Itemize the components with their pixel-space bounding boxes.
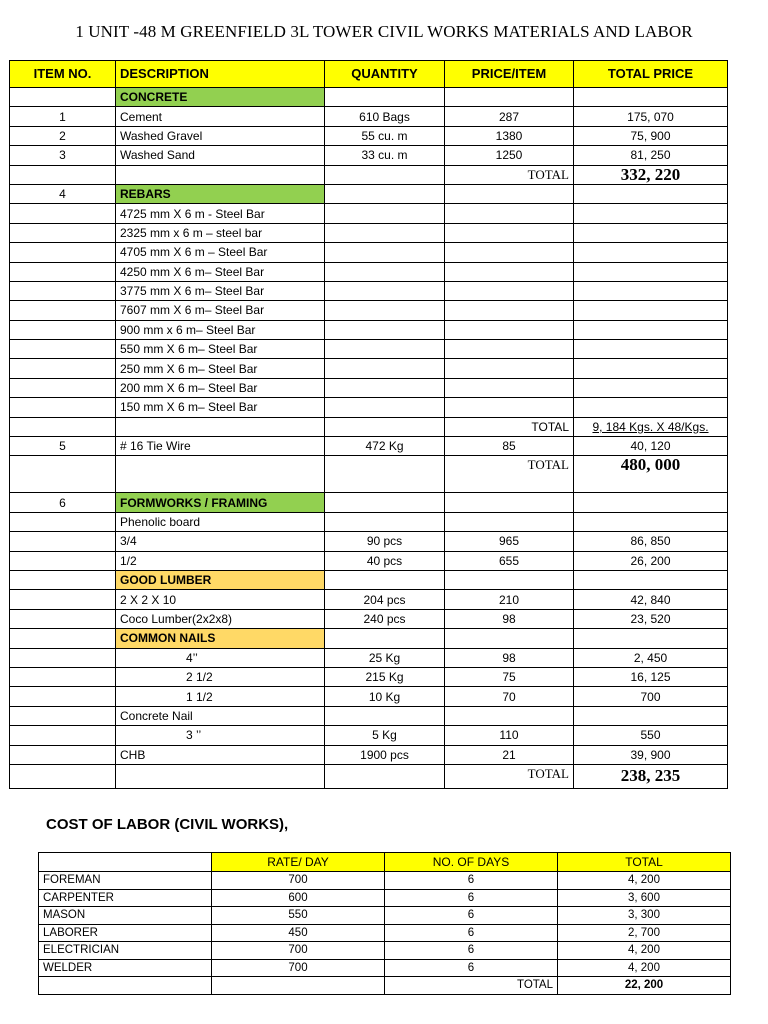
section-row — [10, 184, 728, 203]
subtotal-value: 332, 220 — [574, 165, 728, 184]
item-description: Washed Gravel — [116, 126, 325, 145]
header-no-of-days: NO. OF DAYS — [385, 853, 558, 872]
subtotal-row — [39, 977, 731, 995]
item-price: 98 — [445, 648, 574, 667]
labor-total: 3, 600 — [558, 889, 731, 907]
item-quantity: 10 Kg — [325, 687, 445, 706]
rebar-item: 4250 mm X 6 m– Steel Bar — [116, 262, 325, 281]
labor-days: 6 — [385, 907, 558, 925]
labor-role: CARPENTER — [39, 889, 212, 907]
table-row — [39, 889, 731, 907]
table-row — [10, 301, 728, 320]
subtotal-row — [10, 456, 728, 493]
item-total: 42, 840 — [574, 590, 728, 609]
table-row — [10, 126, 728, 145]
item-description: 1 1/2 — [116, 687, 325, 706]
labor-total: 4, 200 — [558, 942, 731, 960]
rebar-item: 2325 mm x 6 m – steel bar — [116, 223, 325, 242]
subtotal-value: 480, 000 — [574, 456, 728, 493]
item-price: 655 — [445, 551, 574, 570]
table-row — [39, 942, 731, 960]
item-total: 75, 900 — [574, 126, 728, 145]
labor-role: LABORER — [39, 924, 212, 942]
table-row — [10, 262, 728, 281]
header-row — [39, 853, 731, 872]
labor-rate: 450 — [212, 924, 385, 942]
table-row — [10, 437, 728, 456]
item-total: 86, 850 — [574, 532, 728, 551]
labor-days: 6 — [385, 942, 558, 960]
labor-role: MASON — [39, 907, 212, 925]
labor-role: ELECTRICIAN — [39, 942, 212, 960]
item-quantity: 55 cu. m — [325, 126, 445, 145]
header-price-item: PRICE/ITEM — [445, 61, 574, 88]
item-description: Coco Lumber(2x2x8) — [116, 609, 325, 628]
table-row — [10, 359, 728, 378]
table-row — [10, 687, 728, 706]
item-quantity: 5 Kg — [325, 726, 445, 745]
labor-total-value: 22, 200 — [558, 977, 731, 995]
rebar-item: 3775 mm X 6 m– Steel Bar — [116, 281, 325, 300]
labor-rate: 600 — [212, 889, 385, 907]
labor-total: 4, 200 — [558, 872, 731, 890]
header-role — [39, 853, 212, 872]
item-no: 5 — [10, 437, 116, 456]
labor-role: FOREMAN — [39, 872, 212, 890]
labor-days: 6 — [385, 959, 558, 977]
table-row — [10, 706, 728, 725]
item-total: 16, 125 — [574, 667, 728, 686]
subtotal-row — [10, 764, 728, 788]
item-description: 1/2 — [116, 551, 325, 570]
item-description: Concrete Nail — [116, 706, 325, 725]
item-price: 85 — [445, 437, 574, 456]
rebar-total-label: TOTAL — [445, 417, 574, 436]
table-row — [10, 243, 728, 262]
table-row — [10, 223, 728, 242]
item-description: 2 1/2 — [116, 667, 325, 686]
header-item-no: ITEM NO. — [10, 61, 116, 88]
table-row — [10, 532, 728, 551]
table-row — [10, 378, 728, 397]
rebar-item: 250 mm X 6 m– Steel Bar — [116, 359, 325, 378]
labor-section-title: COST OF LABOR (CIVIL WORKS), — [46, 816, 289, 833]
item-quantity: 1900 pcs — [325, 745, 445, 764]
item-description: Cement — [116, 107, 325, 126]
labor-total: 2, 700 — [558, 924, 731, 942]
item-description: 4’’ — [116, 648, 325, 667]
item-price: 21 — [445, 745, 574, 764]
rebar-item: 4705 mm X 6 m – Steel Bar — [116, 243, 325, 262]
item-price: 75 — [445, 667, 574, 686]
item-description: 2 X 2 X 10 — [116, 590, 325, 609]
table-row — [10, 340, 728, 359]
item-total: 700 — [574, 687, 728, 706]
labor-table — [38, 852, 731, 995]
rebar-item: 7607 mm X 6 m– Steel Bar — [116, 301, 325, 320]
labor-total-label: TOTAL — [385, 977, 558, 995]
rebar-item: 900 mm x 6 m– Steel Bar — [116, 320, 325, 339]
subtotal-label: TOTAL — [445, 764, 574, 788]
rebar-item: 200 mm X 6 m– Steel Bar — [116, 378, 325, 397]
header-row — [10, 61, 728, 88]
item-price: 287 — [445, 107, 574, 126]
header-rate-day: RATE/ DAY — [212, 853, 385, 872]
section-row — [10, 88, 728, 107]
rebar-item: 550 mm X 6 m– Steel Bar — [116, 340, 325, 359]
rebar-item: 4725 mm X 6 m - Steel Bar — [116, 204, 325, 223]
table-row — [10, 726, 728, 745]
item-description: CHB — [116, 745, 325, 764]
item-quantity: 204 pcs — [325, 590, 445, 609]
item-quantity: 610 Bags — [325, 107, 445, 126]
item-total: 175, 070 — [574, 107, 728, 126]
subtotal-row — [10, 165, 728, 184]
table-row — [10, 107, 728, 126]
item-total: 81, 250 — [574, 146, 728, 165]
table-row — [39, 924, 731, 942]
table-row — [10, 648, 728, 667]
item-quantity: 40 pcs — [325, 551, 445, 570]
subtotal-row — [10, 417, 728, 436]
item-no: 3 — [10, 146, 116, 165]
subtotal-value: 238, 235 — [574, 764, 728, 788]
item-total: 23, 520 — [574, 609, 728, 628]
labor-days: 6 — [385, 889, 558, 907]
table-row — [39, 959, 731, 977]
item-no: 6 — [10, 493, 116, 512]
table-row — [10, 551, 728, 570]
labor-role: WELDER — [39, 959, 212, 977]
header-total: TOTAL — [558, 853, 731, 872]
item-total: 2, 450 — [574, 648, 728, 667]
section-row — [10, 570, 728, 589]
item-total: 26, 200 — [574, 551, 728, 570]
item-total: 40, 120 — [574, 437, 728, 456]
item-no: 2 — [10, 126, 116, 145]
item-quantity: 25 Kg — [325, 648, 445, 667]
item-description: Washed Sand — [116, 146, 325, 165]
table-row — [10, 204, 728, 223]
page-title: 1 UNIT -48 M GREENFIELD 3L TOWER CIVIL WORKS MATERIALS AND LABOR — [75, 22, 693, 41]
table-row — [39, 872, 731, 890]
section-row — [10, 629, 728, 648]
item-price: 1250 — [445, 146, 574, 165]
labor-rate: 550 — [212, 907, 385, 925]
section-row — [10, 493, 728, 512]
item-quantity: 215 Kg — [325, 667, 445, 686]
table-row — [10, 512, 728, 531]
labor-total: 3, 300 — [558, 907, 731, 925]
labor-rate: 700 — [212, 872, 385, 890]
header-quantity: QUANTITY — [325, 61, 445, 88]
item-total: 550 — [574, 726, 728, 745]
item-quantity: 240 pcs — [325, 609, 445, 628]
table-row — [10, 667, 728, 686]
item-description: 3/4 — [116, 532, 325, 551]
labor-rate: 700 — [212, 942, 385, 960]
item-quantity: 90 pcs — [325, 532, 445, 551]
item-price: 110 — [445, 726, 574, 745]
item-description: Phenolic board — [116, 512, 325, 531]
item-quantity: 472 Kg — [325, 437, 445, 456]
table-row — [39, 907, 731, 925]
header-total-price: TOTAL PRICE — [574, 61, 728, 88]
item-price: 1380 — [445, 126, 574, 145]
section-label-rebars: REBARS — [116, 184, 325, 203]
table-row — [10, 320, 728, 339]
labor-total: 4, 200 — [558, 959, 731, 977]
item-total: 39, 900 — [574, 745, 728, 764]
table-row — [10, 609, 728, 628]
rebar-total-value: 9, 184 Kgs. X 48/Kgs. — [574, 417, 728, 436]
table-row — [10, 398, 728, 417]
header-description: DESCRIPTION — [116, 61, 325, 88]
item-price: 210 — [445, 590, 574, 609]
table-row — [10, 281, 728, 300]
item-description: # 16 Tie Wire — [116, 437, 325, 456]
labor-days: 6 — [385, 924, 558, 942]
section-label-concrete: CONCRETE — [116, 88, 325, 107]
item-no: 1 — [10, 107, 116, 126]
rebar-item: 150 mm X 6 m– Steel Bar — [116, 398, 325, 417]
section-label-common-nails: COMMON NAILS — [116, 629, 325, 648]
item-quantity: 33 cu. m — [325, 146, 445, 165]
section-label-formworks: FORMWORKS / FRAMING — [116, 493, 325, 512]
item-price: 98 — [445, 609, 574, 628]
table-row — [10, 590, 728, 609]
item-price: 70 — [445, 687, 574, 706]
table-row — [10, 146, 728, 165]
materials-table — [9, 60, 728, 789]
item-description: 3 ’’ — [116, 726, 325, 745]
subtotal-label: TOTAL — [445, 456, 574, 493]
section-label-good-lumber: GOOD LUMBER — [116, 570, 325, 589]
labor-days: 6 — [385, 872, 558, 890]
item-no: 4 — [10, 184, 116, 203]
subtotal-label: TOTAL — [445, 165, 574, 184]
table-row — [10, 745, 728, 764]
item-price: 965 — [445, 532, 574, 551]
labor-rate: 700 — [212, 959, 385, 977]
